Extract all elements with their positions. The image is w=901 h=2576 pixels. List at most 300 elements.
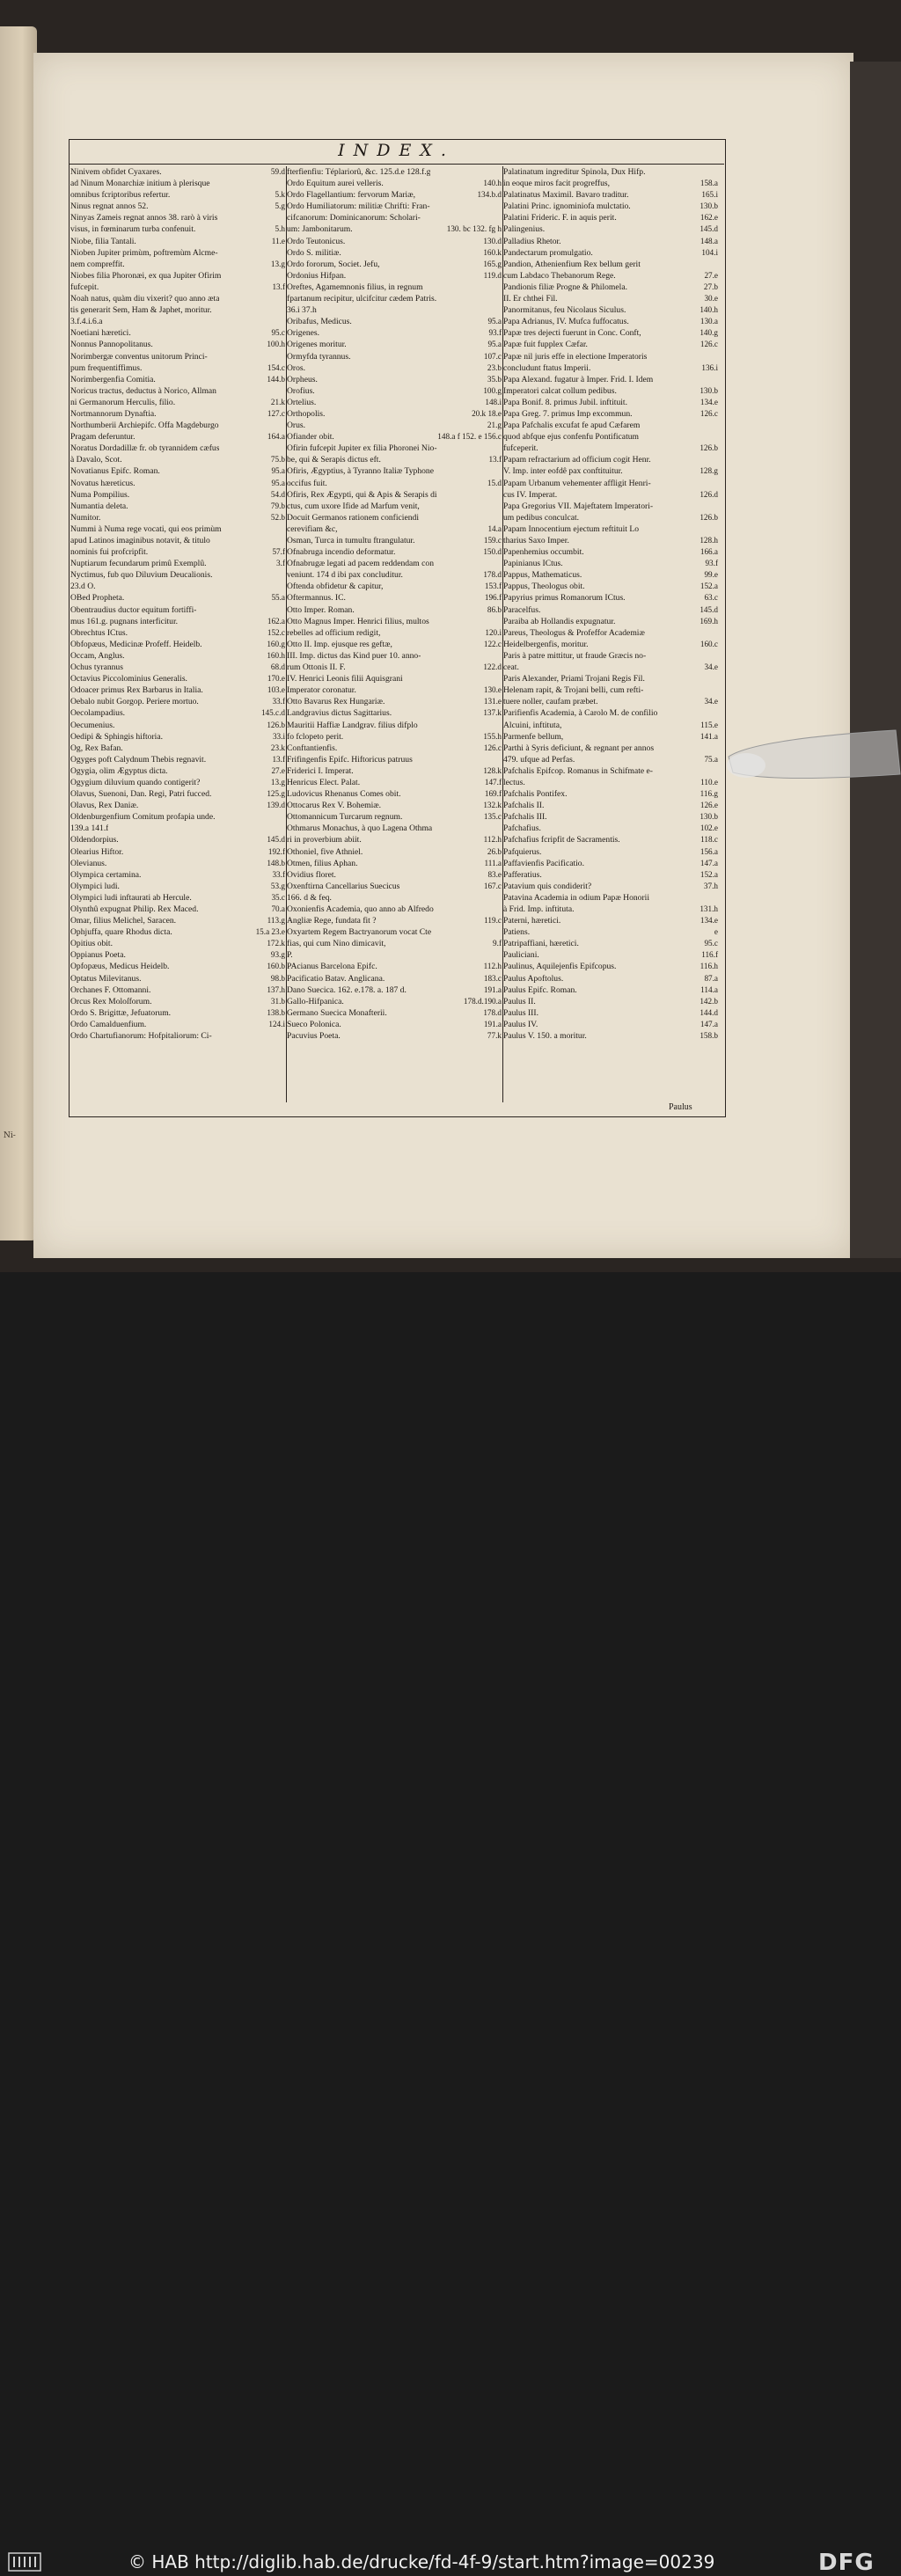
entry-reference: 21.g [487,421,502,430]
index-entry [503,546,720,558]
entry-reference: 141.a [700,731,718,741]
index-entry [70,465,287,477]
entry-reference: 77.k [487,1031,502,1041]
index-entry [503,465,720,477]
index-entry [287,1007,503,1019]
entry-reference: 153.f [484,582,502,591]
entry-reference: 165.g [483,259,502,268]
entry-reference: 53.g [270,881,285,890]
entry-text: Papenhemius occumbit. [503,547,584,558]
index-entry [503,431,720,443]
entry-text: Palatini Princ. ignominiofa mulctatio. [503,201,631,212]
index-entry [287,1019,503,1030]
catchword: Paulus [669,1102,692,1112]
entry-text: Oxenftirna Cancellarius Suecicus [287,881,400,891]
entry-text: Pandectarum promulgatio. [503,247,593,258]
index-entry [70,765,287,777]
index-entry [70,501,287,512]
index-entry [503,454,720,465]
entry-reference: 170.e [267,674,285,684]
index-entry [287,270,503,282]
index-entry [70,811,287,823]
entry-text: Helenam rapit, & Trojani belli, cum refti- [503,685,644,696]
entry-reference: 116.g [700,789,718,799]
index-entry [287,616,503,627]
index-entry [70,592,287,604]
entry-text: Papa Pafchalis excufat fe apud Cæfarem [503,421,641,431]
index-entry [70,201,287,212]
entry-reference: 27.e [271,765,285,775]
entry-text: Ovidius floret. [287,869,336,880]
entry-text: Otto Imper. Roman. [287,604,355,615]
entry-reference: 23.b [487,362,502,372]
entry-reference: 55.a [271,593,285,603]
entry-text: Paterni, hæretici. [503,916,561,926]
index-entry [70,339,287,350]
entry-text: fias, qui cum Nino dimicavit, [287,939,386,949]
index-entry [503,282,720,293]
entry-reference: 93.f [705,559,718,568]
entry-reference: 126.c [483,743,502,752]
entry-reference: 95.c [704,939,718,948]
index-entry [503,616,720,627]
entry-text: Ophjuffa, quare Rhodus dicta. [70,927,172,938]
index-entry [70,938,287,949]
entry-text: Palingenius. [503,224,546,235]
index-entry [287,259,503,270]
entry-text: Papæ tres dejecti fuerunt in Conc. Conft, [503,328,641,339]
entry-text: Imperator coronatur. [287,685,356,696]
index-entry [287,604,503,616]
entry-text: à Frid. Imp. inftituta. [503,904,575,914]
entry-reference: 20.k 18.e [472,408,502,418]
entry-text: Papa Bonif. 8. primus Jubil. inftituit. [503,397,627,407]
index-entry [503,720,720,731]
entry-reference: 3.f [276,559,285,568]
entry-text: Oldendorpius. [70,835,119,845]
index-entry [503,443,720,454]
index-entry [503,592,720,604]
entry-reference: 162.a [267,616,285,626]
entry-reference: 145.c.d [260,708,285,718]
entry-text: Parmenfe bellum, [503,731,564,742]
entry-text: Landgravius dictus Sagittarius. [287,708,392,719]
index-entry [503,673,720,684]
entry-text: Otto II. Imp. ejusque res geftæ, [287,639,392,649]
index-entry [287,316,503,327]
entry-reference: 33.i [272,731,285,741]
entry-reference: 112.h [483,835,502,845]
index-entry [287,339,503,350]
entry-reference: 183.c [483,973,502,983]
entry-text: Norimbergæ conventus unitorum Princi- [70,351,208,362]
entry-reference: 128.h [700,536,718,545]
entry-reference: 75.b [270,455,285,465]
index-entry [287,869,503,881]
index-entry [503,501,720,512]
entry-reference: 13.g [270,777,285,787]
entry-reference: 122.d [483,662,502,672]
entry-reference: 120.i [485,627,502,637]
index-entry [70,454,287,465]
index-entry [287,961,503,972]
entry-text: Pacificatio Batav. Anglicana. [287,973,385,984]
entry-text: Olympici ludi. [70,881,120,891]
index-entry [287,684,503,696]
index-entry [503,374,720,385]
index-entry [503,1030,720,1042]
entry-reference: 57.f [272,547,285,557]
index-entry [287,696,503,707]
entry-text: Oebalo nubit Gorgop. Periere mortuo. [70,697,199,707]
entry-text: Obrechtus ICtus. [70,627,128,638]
entry-text: Oecolampadius. [70,708,126,719]
entry-reference: 98.b [270,973,285,983]
entry-text: cerevifiam &c, [287,523,338,534]
entry-reference: 178.d.190.a [463,996,502,1006]
index-entry [287,478,503,489]
entry-reference: 131.h [700,904,718,913]
index-entry [287,984,503,996]
entry-text: Papam Urbanum vehementer affligit Henri- [503,478,651,488]
entry-reference: 63.c [704,593,718,603]
source-link[interactable]: © HAB http://diglib.hab.de/drucke/fd-4f-9/start.htm?image=00239 [128,2551,715,2572]
index-entry [287,489,503,501]
entry-reference: 30.e [704,294,718,304]
entry-reference: 148.i [485,397,502,406]
entry-reference: 115.e [700,720,718,729]
entry-text: veniunt. 174 d ibi pax concluditur. [287,570,403,581]
entry-text: Pappus, Mathematicus. [503,570,582,581]
entry-text: fo fclopeto perit. [287,731,344,742]
index-entry [70,178,287,189]
entry-reference: 196.f [484,593,502,603]
entry-text: Novatianus Epifc. Roman. [70,466,160,477]
entry-text: Papam refractarium ad officium cogit Henr. [503,455,651,465]
entry-text: Og, Rex Bafan. [70,743,123,753]
entry-reference: 158.a [700,179,718,188]
entry-text: occifus fuit. [287,478,327,488]
entry-text: Pafchafius fcripfit de Sacramentis. [503,835,620,845]
entry-reference: 100.g [483,385,502,395]
index-entry [70,627,287,639]
entry-text: Pappus, Theologus obit. [503,582,585,592]
index-entry [70,189,287,201]
index-entry [70,304,287,316]
entry-text: Olearius Hiftor. [70,846,124,857]
index-entry [70,581,287,592]
index-entry [287,846,503,858]
entry-text: Paracelfus. [503,604,541,615]
left-margin-fragment: Ni- [4,1131,16,1140]
index-entry [70,558,287,569]
entry-text: Dano Suecica. 162. e.178. a. 187 d. [287,984,407,995]
entry-reference: 154.c [267,362,285,372]
index-entry [70,949,287,961]
index-entry [503,846,720,858]
index-entry [70,720,287,731]
index-column-2 [287,166,503,1042]
index-entry [70,546,287,558]
entry-text: omnibus fcriptoribus refertur. [70,190,171,201]
index-entry [70,478,287,489]
entry-text: Nuptiarum fecundarum primû Exemplû. [70,559,207,569]
entry-text: Olympica certamina. [70,869,142,880]
index-entry [287,938,503,949]
entry-text: Othoniel, five Athniel. [287,846,363,857]
index-entry [503,1007,720,1019]
entry-text: Noratus Dordadillæ fr. ob tyrannidem cæfus [70,443,220,454]
entry-text: Ordo Equitum aurei velleris. [287,179,384,189]
index-entry [70,743,287,754]
entry-text: Palatinatus Maximil. Bavaro traditur. [503,190,629,201]
entry-text: Patripaffiani, hæretici. [503,939,579,949]
entry-reference: 126.b [267,720,285,729]
entry-text: Papam Innocentium ejectum reftituit Lo [503,523,639,534]
entry-reference: 5.h [275,224,285,234]
entry-text: tuere noller, caufam præbet. [503,697,598,707]
index-entry [503,961,720,972]
entry-reference: 26.b [487,846,502,856]
index-entry [287,374,503,385]
entry-reference: 23.k [270,743,285,752]
entry-text: Oftermannus. IC. [287,593,346,604]
entry-text: II. Er chthei Fil. [503,294,558,304]
index-entry [503,223,720,235]
entry-text: mus 161.g. pugnans interficitur. [70,616,179,626]
entry-reference: 128.k [483,765,502,775]
index-entry [70,523,287,535]
entry-reference: 33.f [272,697,285,706]
entry-text: nominis fui profcripfit. [70,547,149,558]
index-entry [70,707,287,719]
index-entry [287,834,503,845]
entry-text: Origenes moritur. [287,340,347,350]
index-entry [503,535,720,546]
entry-reference: 99.e [704,570,718,580]
index-entry [70,327,287,339]
index-entry [287,546,503,558]
entry-text: tharius Saxo Imper. [503,536,569,545]
entry-reference: 83.e [487,869,502,879]
entry-text: Pafchalis Epifcop. Romanus in Schifmate e- [503,765,653,776]
entry-text: Orus. [287,421,306,431]
index-entry [287,420,503,431]
entry-text: Optatus Milevitanus. [70,973,142,984]
entry-reference: 134.e [700,397,718,406]
entry-text: Palladius Rhetor. [503,236,561,246]
index-entry [70,512,287,523]
index-entry [503,478,720,489]
entry-reference: 139.d [267,801,285,810]
entry-reference: 54.d [270,489,285,499]
index-entry [70,662,287,673]
entry-text: à Davalo, Scot. [70,455,122,465]
entry-text: Paulus IV. [503,1019,538,1029]
entry-text: Paulus Epifc. Roman. [503,984,577,995]
entry-text: Ofnabruga incendio deformatur. [287,547,396,558]
entry-reference: 192.f [267,846,285,856]
entry-text: um: Jambonitarum. [287,224,353,235]
index-entry [70,1019,287,1030]
entry-text: Paulus III. [503,1007,538,1018]
index-entry [287,454,503,465]
entry-text: Papæ fuit fupplex Cæfar. [503,340,588,350]
entry-text: Northumberii Archiepifc. Offa Magdeburgo [70,421,219,431]
entry-text: Otmen, filius Aphan. [287,858,358,868]
index-entry [70,846,287,858]
entry-text: Ordo Camalduenfium. [70,1019,147,1029]
index-entry [503,743,720,754]
index-entry [503,558,720,569]
index-entry [287,569,503,581]
index-entry [70,1007,287,1019]
entry-reference: 111.a [484,858,502,867]
entry-text: Obentraudius ductor equitum fortiffi- [70,604,197,615]
entry-text: Novatus hæreticus. [70,478,136,488]
index-entry [287,1030,503,1042]
entry-text: Otto Bavarus Rex Hungariæ. [287,697,385,707]
index-entry [503,892,720,904]
entry-text: Obfopæus, Medicinæ Profeff. Heidelb. [70,639,202,649]
entry-text: Pafchalis Pontifex. [503,789,568,800]
entry-reference: 172.k [267,939,285,948]
entry-text: Nioben Jupiter primùm, poftremùm Alcme- [70,247,218,258]
entry-text: Pareus, Theologus & Profeffor Academiæ [503,627,645,638]
entry-text: Paulus V. 150. a moritur. [503,1031,587,1042]
entry-text: rebelles ad officium redigit, [287,627,381,638]
entry-reference: 130. bc 132. fg h [446,224,502,234]
entry-text: Pandion, Athenienfium Rex bellum gerit [503,259,641,269]
index-entry [287,523,503,535]
index-entry [287,720,503,731]
entry-text: Docuit Germanos rationem conficiendi [287,512,419,523]
entry-text: Heidelbergenfis, moritur. [503,639,589,649]
entry-reference: 160.k [483,247,502,257]
entry-text: Papyrius primus Romanorum ICtus. [503,593,626,604]
entry-text: be, qui & Serapis dictus eft. [287,455,381,465]
entry-reference: 59.d [270,167,285,176]
entry-text: Germano Suecica Monafterii. [287,1007,387,1018]
entry-text: Oxyartem Regem Bactryanorum vocat Cte [287,927,432,938]
index-entry [287,800,503,811]
index-entry [70,696,287,707]
index-entry [287,178,503,189]
entry-text: Papæ nil juris effe in electione Imperatoris [503,351,648,362]
index-entry [70,754,287,765]
entry-reference: 169.f [484,789,502,799]
entry-reference: 103.e [267,685,285,695]
entry-text: Niobes filia Phoronæi, ex qua Jupiter Ofirim [70,270,222,281]
entry-reference: 147.a [700,1019,718,1028]
entry-text: 36.i 37.h [287,305,317,316]
entry-text: Ormyfda tyrannus. [287,351,351,362]
entry-text: PAcianus Barcelona Epifc. [287,962,377,972]
entry-text: Paris à patre mittitur, ut fraude Græcis no- [503,650,647,661]
index-entry [503,236,720,247]
entry-text: Pafchalis II. [503,801,545,811]
index-entry [70,973,287,984]
index-entry [503,189,720,201]
entry-reference: 95.a [271,478,285,487]
entry-reference: 113.g [267,916,285,926]
entry-text: Nortmannorum Dynaftia. [70,408,157,419]
index-entry [503,926,720,938]
entry-text: Ofiris, Ægyptius, à Tyranno Italiæ Typhone [287,466,434,477]
entry-text: Frifingenfis Epifc. Hiftoricus patruus [287,754,413,765]
entry-text: cus IV. Imperat. [503,489,558,500]
entry-text: Oldenburgenfium Comitum profapia unde. [70,812,216,823]
entry-reference: 128.g [700,466,718,476]
entry-reference: 130.b [700,201,718,211]
entry-text: Conftantienfis. [287,743,338,753]
index-entry [287,558,503,569]
entry-reference: 152.a [700,582,718,591]
entry-text: tis generarit Sem, Ham & Japhet, moritur. [70,305,212,316]
index-entry [287,765,503,777]
index-entry [70,408,287,420]
index-entry [70,351,287,362]
entry-text: ad Ninum Monarchiæ initium à plerisque [70,179,210,189]
entry-text: Noah natus, quàm diu vixerit? quo anno æta [70,294,220,304]
entry-reference: 95.a [487,317,502,326]
entry-reference: 191.a [483,1019,502,1028]
entry-text: Palatini Frideric. F. in aquis perit. [503,213,617,223]
index-entry [503,581,720,592]
index-entry [287,443,503,454]
index-entry [70,431,287,443]
entry-text: Oribafus, Medicus. [287,317,352,327]
entry-text: Oxonienfis Academia, quo anno ab Alfredo [287,904,434,914]
entry-text: Opfopæus, Medicus Heidelb. [70,962,170,972]
entry-reference: 119.c [484,916,502,926]
entry-text: Olavus, Rex Daniæ. [70,801,139,811]
index-entry [70,996,287,1007]
entry-text: Ordo Flagellantium: fervorum Mariæ, [287,190,416,201]
entry-text: Henricus Elect. Palat. [287,777,361,787]
index-entry [287,236,503,247]
index-entry [503,904,720,915]
entry-reference: 37.h [703,881,718,890]
page-header: INDEX. [338,141,455,160]
index-entry [503,604,720,616]
entry-text: Othmarus Monachus, à quo Lagena Othma [287,823,433,834]
index-entry [70,293,287,304]
entry-reference: 35.b [487,374,502,384]
index-entry [70,731,287,743]
entry-text: ni Germanorum Herculis, filio. [70,397,176,407]
entry-text: Ninus regnat annos 52. [70,201,149,212]
entry-reference: 159.c [483,536,502,545]
index-entry [287,247,503,259]
index-entry [70,420,287,431]
index-entry [287,973,503,984]
index-entry [70,926,287,938]
entry-text: Ortelius. [287,397,317,407]
entry-text: Olevianus. [70,858,107,868]
entry-reference: 21.k [270,397,285,406]
entry-reference: 13.f [272,282,285,291]
entry-text: Alcuini, inftituta, [503,720,562,730]
index-entry [70,316,287,327]
entry-text: Ordo Chartufianorum: Hofpitaliorum: Ci- [70,1031,212,1042]
entry-text: Oedipi & Sphingis hiftoria. [70,731,163,742]
index-entry [70,639,287,650]
entry-reference: 135.c [483,812,502,822]
index-entry [287,223,503,235]
entry-reference: 144.d [700,1007,718,1017]
entry-text: 3.f.4.i.6.a [70,317,103,327]
